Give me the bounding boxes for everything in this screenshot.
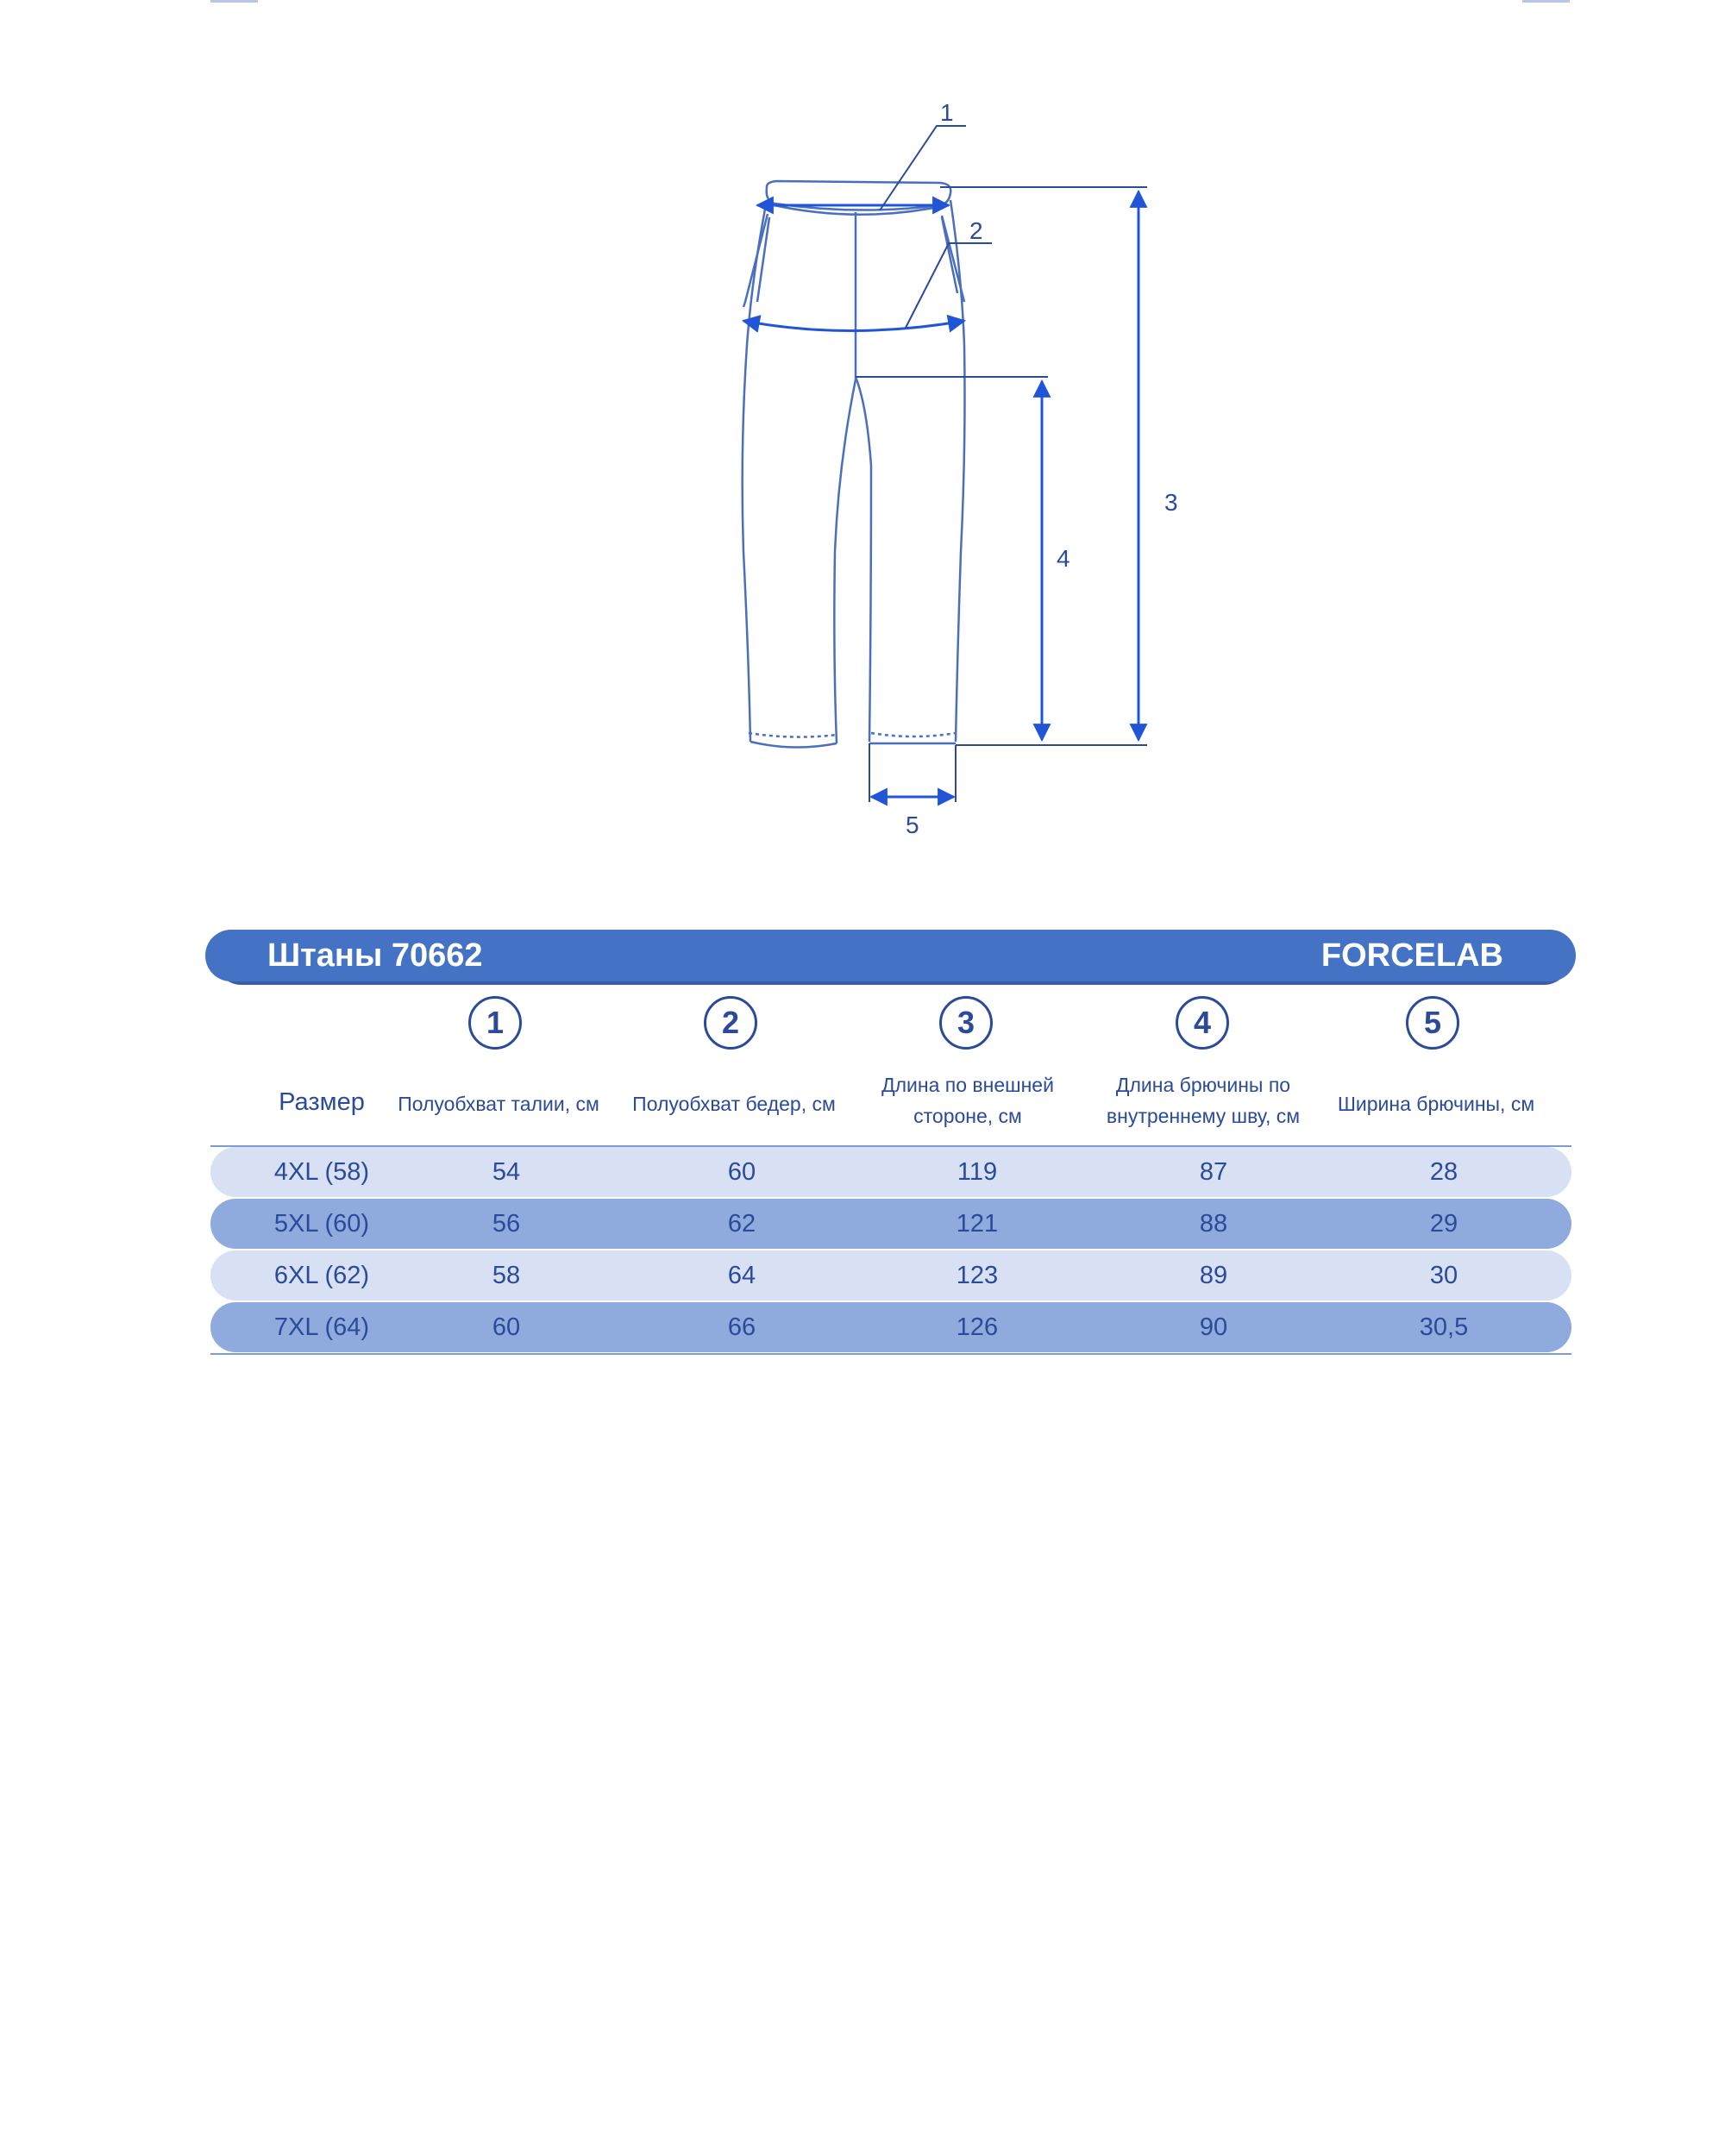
column-header-hips: Полуобхват бедер, см <box>632 1093 836 1115</box>
outer-length-cell: 119 <box>957 1158 998 1186</box>
label-5: 5 <box>906 812 919 838</box>
hips-cell: 66 <box>727 1313 756 1341</box>
outer-length-cell: 121 <box>956 1210 999 1238</box>
inseam-cell: 90 <box>1199 1313 1228 1341</box>
column-number-4: 4 <box>1176 996 1229 1050</box>
inseam-cell: 88 <box>1199 1210 1228 1238</box>
brand-name: FORCELAB <box>1320 937 1503 974</box>
waist-cell: 54 <box>492 1158 521 1186</box>
leg-width-cell: 29 <box>1429 1210 1458 1238</box>
label-2: 2 <box>969 217 983 244</box>
waist-cell: 60 <box>492 1313 521 1341</box>
inseam-cell: 89 <box>1199 1262 1228 1289</box>
product-title: Штаны 70662 <box>267 937 483 974</box>
column-header-leg-width: Ширина брючины, см <box>1337 1093 1535 1115</box>
waist-cell: 56 <box>492 1210 521 1238</box>
waist-cell: 58 <box>492 1262 521 1289</box>
table-row <box>210 1302 1571 1352</box>
outer-length-cell: 123 <box>956 1262 999 1289</box>
label-3: 3 <box>1164 489 1178 516</box>
measurement-arrows <box>743 191 1138 797</box>
hips-cell: 64 <box>727 1262 756 1289</box>
column-header-inseam: Длина брючины по внутреннему шву, см <box>1106 1074 1301 1127</box>
pants-measurement-diagram <box>0 0 1725 862</box>
inseam-cell: 87 <box>1199 1158 1228 1186</box>
table-row <box>210 1147 1571 1197</box>
leg-width-cell: 30 <box>1429 1262 1458 1289</box>
column-header-waist: Полуобхват талии, см <box>398 1093 599 1115</box>
table-bottom-rule <box>210 1353 1571 1355</box>
size-cell: 4XL (58) <box>273 1158 370 1186</box>
column-number-2: 2 <box>704 996 757 1050</box>
leg-width-cell: 28 <box>1429 1158 1458 1186</box>
column-number-5: 5 <box>1406 996 1459 1050</box>
column-number-1: 1 <box>468 996 522 1050</box>
table-row <box>210 1199 1571 1249</box>
size-cell: 6XL (62) <box>273 1262 370 1289</box>
leader-lines <box>856 126 1147 802</box>
leg-width-cell: 30,5 <box>1419 1313 1469 1341</box>
size-column-header: Размер <box>279 1088 365 1116</box>
column-header-outer-length: Длина по внешней стороне, см <box>881 1074 1054 1127</box>
hip-arrow <box>743 321 964 331</box>
hips-cell: 60 <box>727 1158 756 1186</box>
table-row <box>210 1250 1571 1300</box>
outer-length-cell: 126 <box>956 1313 999 1341</box>
size-cell: 5XL (60) <box>273 1210 370 1238</box>
size-cell: 7XL (64) <box>273 1313 370 1341</box>
table-header-bar <box>205 930 1576 981</box>
pants-outline <box>743 181 965 748</box>
hips-cell: 62 <box>727 1210 756 1238</box>
label-4: 4 <box>1057 545 1070 572</box>
column-number-3: 3 <box>939 996 993 1050</box>
label-1: 1 <box>940 99 954 126</box>
